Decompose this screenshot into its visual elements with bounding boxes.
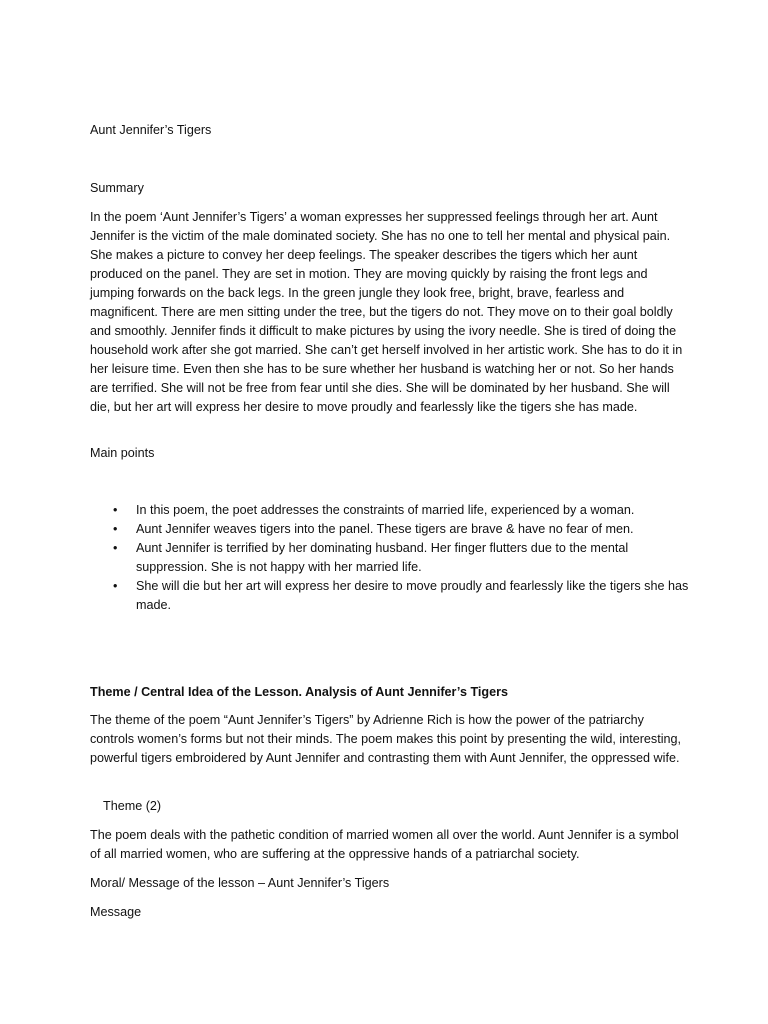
bullet-icon: • bbox=[113, 522, 118, 536]
theme-heading: Theme / Central Idea of the Lesson. Analysis of Aunt Jennifer’s Tigers bbox=[90, 685, 509, 699]
list-item-text: Aunt Jennifer is terrified by her dominating husband. Her finger flutters due to the mental suppression. She is not happy with her married life. bbox=[136, 541, 629, 574]
bullet-icon: • bbox=[113, 579, 118, 593]
list-item bbox=[90, 577, 690, 615]
document-title: Aunt Jennifer’s Tigers bbox=[90, 123, 212, 137]
list-item bbox=[90, 501, 690, 520]
bullet-icon: • bbox=[113, 503, 118, 517]
bullet-icon: • bbox=[113, 541, 118, 555]
main-points-heading: Main points bbox=[90, 446, 155, 460]
summary-heading: Summary bbox=[90, 181, 144, 195]
moral-heading: Moral/ Message of the lesson – Aunt Jennifer’s Tigers bbox=[90, 876, 390, 890]
list-item bbox=[90, 520, 690, 539]
theme-paragraph: The theme of the poem “Aunt Jennifer’s Tigers” by Adrienne Rich is how the power of the patriarchy controls women’s forms but not their minds. The poem makes this point by presenting the wild, interesting, powerful tigers embroidered by Aunt Jennifer and contrasting them with Aunt Jennifer, the oppressed wife. bbox=[90, 713, 682, 765]
summary-paragraph: In the poem ‘Aunt Jennifer’s Tigers’ a woman expresses her suppressed feelings through her art. Aunt Jennifer is the victim of the male dominated society. She has no one to tell her mental and physical pain. She makes a picture to convey her deep feelings. The speaker describes the tigers which her aunt produced on the panel. They are set in motion. They are moving quickly by raising the front legs and jumping forwards on the back legs. In the green jungle they look free, bright, brave, fearless and magnificent. There are men sitting under the tree, but the tigers do not. They move on to their goal boldly and smoothly. Jennifer finds it difficult to make pictures by using the ivory needle. She is tired of doing the household work after she got married. She can’t get herself involved in her artistic work. She has to do it in her leisure time. Even then she has to be sure whether her husband is watching her or not. So her hands are terrified. She will not be free from fear until she dies. She will be dominated by her husband. She will die, but her art will express her desire to move proudly and fearlessly like the tigers she has made. bbox=[90, 210, 683, 414]
theme2-heading: Theme (2) bbox=[103, 799, 162, 813]
message-heading: Message bbox=[90, 905, 142, 919]
theme2-paragraph: The poem deals with the pathetic condition of married women all over the world. Aunt Jennifer is a symbol of all married women, who are suffering at the oppressive hands of a patriarchal society. bbox=[90, 828, 679, 861]
list-item-text: Aunt Jennifer weaves tigers into the panel. These tigers are brave & have no fear of men. bbox=[136, 522, 634, 536]
main-points-list bbox=[90, 501, 690, 615]
list-item bbox=[90, 539, 690, 577]
list-item-text: She will die but her art will express her desire to move proudly and fearlessly like the tigers she has made. bbox=[136, 579, 689, 612]
list-item-text: In this poem, the poet addresses the constraints of married life, experienced by a woman. bbox=[136, 503, 635, 517]
